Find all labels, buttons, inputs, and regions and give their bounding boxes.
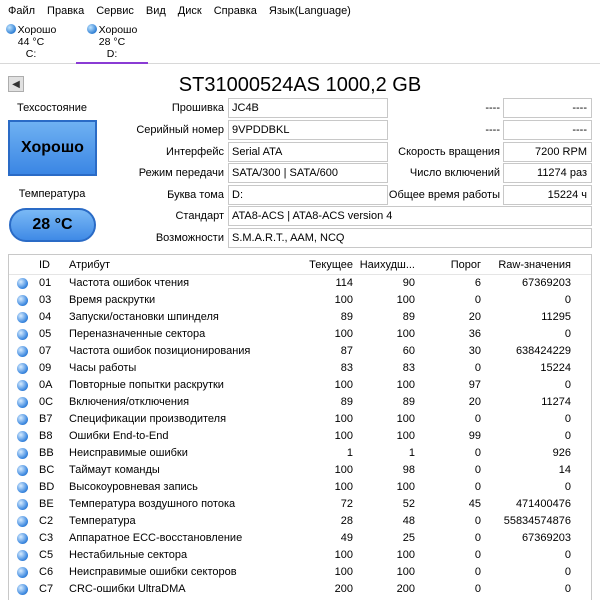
row-raw: 0 [564,549,571,561]
row-attribute: Часы работы [69,362,137,374]
row-id: 04 [39,311,52,323]
status-good-icon [17,516,28,527]
table-row[interactable] [9,581,591,598]
standard-value: ATA8-ACS | ATA8-ACS version 4 [228,206,592,226]
status-good-icon [17,397,28,408]
row-worst: 100 [396,566,415,578]
row-threshold: 20 [468,396,481,408]
row-threshold: 0 [474,464,481,476]
power-count-value: 11274 раз [503,163,592,183]
interface-label: Интерфейс [166,146,224,158]
firmware-value: JC4B [228,98,388,118]
power-hours-value: 15224 ч [503,185,592,205]
blank-value: ---- [503,120,592,140]
row-attribute: Высокоуровневая запись [69,481,198,493]
row-raw: 11295 [541,311,571,323]
row-current: 100 [334,566,353,578]
row-attribute: CRC-ошибки UltraDMA [69,583,186,595]
row-attribute: Нестабильные сектора [69,549,188,561]
temperature-badge[interactable]: 28 °C [9,208,96,242]
firmware-label: Прошивка [171,102,224,114]
table-row[interactable] [9,445,591,462]
transfer-label: Режим передачи [138,167,224,179]
row-threshold: 0 [474,549,481,561]
row-attribute: Время раскрутки [69,294,156,306]
status-cell [9,513,35,530]
menu-view[interactable]: Вид [145,5,166,17]
status-cell [9,479,35,496]
row-current: 72 [340,498,353,510]
status-good-icon [17,329,28,340]
status-good-icon [17,295,28,306]
row-id: 0C [39,396,54,408]
row-id: C6 [39,566,54,578]
row-threshold: 0 [474,362,481,374]
drive-tab-c[interactable] [2,22,60,64]
row-raw: 0 [564,413,571,425]
status-good-icon [17,431,28,442]
row-id: C2 [39,515,54,527]
disk-title: ST31000524AS 1000,2 GB [178,74,422,96]
column-raw[interactable]: Raw-значения [498,259,571,271]
table-row[interactable] [9,428,591,445]
column-attribute[interactable]: Атрибут [69,259,110,271]
table-row[interactable] [9,343,591,360]
status-cell [9,445,35,462]
row-id: BB [39,447,54,459]
row-raw: 471400476 [515,498,571,510]
menu-edit[interactable]: Правка [47,5,85,17]
row-attribute: Ошибки End-to-End [69,430,169,442]
drive-letter-label: Буква тома [167,189,224,201]
row-attribute: Повторные попытки раскрутки [69,379,224,391]
drive-letter-value: D: [228,185,388,205]
row-attribute: Аппаратное ECC-восстановление [69,532,243,544]
power-hours-label: Общее время работы [388,189,500,201]
table-row[interactable] [9,394,591,411]
row-raw: 67369203 [522,277,571,289]
status-cell [9,428,35,445]
row-id: BD [39,481,55,493]
row-raw: 0 [564,481,571,493]
row-id: B7 [39,413,53,425]
smart-table [8,254,592,600]
row-worst: 100 [396,413,415,425]
status-cell [9,411,35,428]
row-raw: 0 [564,328,571,340]
row-threshold: 0 [474,413,481,425]
rotation-label: Скорость вращения [398,146,500,158]
standard-label: Стандарт [175,210,224,222]
row-id: BE [39,498,54,510]
row-current: 100 [334,294,353,306]
row-threshold: 0 [474,566,481,578]
status-cell [9,496,35,513]
row-worst: 83 [402,362,415,374]
table-row[interactable] [9,326,591,343]
menu-disk[interactable]: Диск [177,5,202,17]
row-id: C5 [39,549,54,561]
triangle-left-icon: ◀ [12,78,20,90]
serial-label: Серийный номер [136,124,224,136]
row-threshold: 36 [468,328,481,340]
table-row[interactable] [9,530,591,547]
status-cell [9,564,35,581]
blank-value: ---- [503,98,592,118]
status-cell [9,360,35,377]
row-worst: 100 [396,328,415,340]
row-worst: 200 [396,583,415,595]
table-row[interactable] [9,547,591,564]
table-row[interactable] [9,411,591,428]
table-row[interactable] [9,292,591,309]
menu-language[interactable]: Язык(Language) [268,5,351,17]
power-count-label: Число включений [409,167,500,179]
row-raw: 0 [564,379,571,391]
rotation-value: 7200 RPM [503,142,592,162]
row-worst: 89 [402,311,415,323]
row-worst: 25 [402,532,415,544]
status-cell [9,530,35,547]
prev-disk-button[interactable] [8,76,24,92]
row-current: 100 [334,328,353,340]
column-id[interactable]: ID [39,259,50,271]
drive-temp: 44 °C [17,36,45,48]
row-worst: 100 [396,481,415,493]
status-good-icon [17,550,28,561]
row-worst: 90 [402,277,415,289]
drive-temp: 28 °C [98,36,126,48]
serial-value: 9VPDDBKL [228,120,388,140]
row-raw: 926 [552,447,571,459]
row-worst: 48 [402,515,415,527]
row-id: 09 [39,362,52,374]
row-current: 49 [340,532,353,544]
row-current: 100 [334,464,353,476]
status-good-icon [17,363,28,374]
row-current: 100 [334,379,353,391]
row-raw: 55834574876 [503,515,571,527]
table-row[interactable] [9,360,591,377]
row-attribute: Температура [69,515,136,527]
row-current: 100 [334,430,353,442]
row-raw: 67369203 [522,532,571,544]
row-threshold: 0 [474,583,481,595]
row-current: 100 [334,481,353,493]
smart-table-header [9,255,591,275]
status-cell [9,292,35,309]
table-row[interactable] [9,479,591,496]
transfer-value: SATA/300 | SATA/600 [228,163,388,183]
row-raw: 638424229 [515,345,571,357]
row-worst: 100 [396,294,415,306]
features-value: S.M.A.R.T., AAM, NCQ [228,228,592,248]
row-attribute: Таймаут команды [69,464,160,476]
row-id: 07 [39,345,52,357]
row-threshold: 0 [474,294,481,306]
row-worst: 60 [402,345,415,357]
column-threshold[interactable]: Порог [450,259,481,271]
health-label: Техсостояние [17,102,87,114]
row-threshold: 20 [468,311,481,323]
table-row[interactable] [9,309,591,326]
health-status-button[interactable]: Хорошо [8,120,97,176]
status-good-icon [17,380,28,391]
drive-bar [0,22,600,64]
column-worst[interactable]: Наихудш... [359,259,415,271]
menu-file[interactable]: Файл [8,5,36,17]
row-worst: 1 [408,447,415,459]
status-good-icon [17,533,28,544]
status-good-icon [17,482,28,493]
status-cell [9,394,35,411]
row-attribute: Неисправимые ошибки секторов [69,566,237,578]
interface-value: Serial ATA [228,142,388,162]
drive-status: Хорошо [98,24,138,36]
row-threshold: 0 [474,481,481,493]
row-threshold: 0 [474,447,481,459]
row-worst: 89 [402,396,415,408]
drive-tab-d[interactable] [76,22,148,64]
row-current: 1 [346,447,353,459]
row-threshold: 99 [468,430,481,442]
row-id: C7 [39,583,54,595]
row-raw: 11274 [541,396,571,408]
row-attribute: Частота ошибок позиционирования [69,345,251,357]
row-raw: 0 [564,430,571,442]
status-cell [9,462,35,479]
row-threshold: 97 [468,379,481,391]
row-current: 87 [340,345,353,357]
row-id: BC [39,464,55,476]
menu-help[interactable]: Справка [213,5,257,17]
drive-letter: C: [25,48,37,60]
row-current: 100 [334,413,353,425]
row-current: 114 [335,277,353,289]
status-good-icon [17,414,28,425]
row-current: 83 [340,362,353,374]
status-cell [9,581,35,598]
row-attribute: Температура воздушного потока [69,498,236,510]
drive-letter: D: [106,48,118,60]
menu-bar [0,0,600,22]
row-threshold: 30 [468,345,481,357]
blank-label: ---- [485,124,500,136]
row-id: 0A [39,379,53,391]
status-good-icon [17,584,28,595]
smart-table-body [9,275,591,598]
row-attribute: Спецификации производителя [69,413,227,425]
row-attribute: Частота ошибок чтения [69,277,190,289]
row-current: 100 [334,549,353,561]
table-row[interactable] [9,462,591,479]
row-attribute: Включения/отключения [69,396,190,408]
row-raw: 0 [564,294,571,306]
status-cell [9,377,35,394]
row-worst: 52 [402,498,415,510]
drive-status: Хорошо [17,24,57,36]
row-threshold: 0 [474,515,481,527]
row-id: 05 [39,328,52,340]
status-cell [9,326,35,343]
status-good-icon [17,448,28,459]
row-worst: 100 [396,430,415,442]
row-id: 01 [39,277,52,289]
status-good-icon [17,499,28,510]
row-id: 03 [39,294,52,306]
row-id: B8 [39,430,53,442]
features-label: Возможности [155,232,224,244]
row-attribute: Переназначенные сектора [69,328,206,340]
status-good-icon [17,312,28,323]
row-worst: 100 [396,549,415,561]
row-threshold: 0 [474,532,481,544]
menu-service[interactable]: Сервис [96,5,134,17]
blank-label: ---- [485,102,500,114]
row-attribute: Запуски/остановки шпинделя [69,311,219,323]
status-good-icon [17,346,28,357]
table-row[interactable] [9,513,591,530]
status-good-icon [17,278,28,289]
status-cell [9,343,35,360]
status-good-icon [6,24,16,34]
table-row[interactable] [9,564,591,581]
row-attribute: Неисправимые ошибки [69,447,188,459]
row-current: 200 [334,583,353,595]
table-row[interactable] [9,496,591,513]
row-current: 89 [340,311,353,323]
status-cell [9,309,35,326]
row-current: 89 [340,396,353,408]
row-worst: 100 [396,379,415,391]
row-raw: 0 [564,583,571,595]
table-row[interactable] [9,377,591,394]
table-row[interactable] [9,275,591,292]
row-raw: 14 [558,464,571,476]
row-threshold: 45 [468,498,481,510]
row-threshold: 6 [474,277,481,289]
status-good-icon [87,24,97,34]
row-current: 28 [340,515,353,527]
row-worst: 98 [402,464,415,476]
row-raw: 0 [564,566,571,578]
status-cell [9,275,35,292]
column-current[interactable]: Текущее [309,259,353,271]
temperature-label: Температура [18,188,86,200]
status-cell [9,547,35,564]
status-good-icon [17,465,28,476]
row-raw: 15224 [540,362,571,374]
row-id: C3 [39,532,54,544]
status-good-icon [17,567,28,578]
